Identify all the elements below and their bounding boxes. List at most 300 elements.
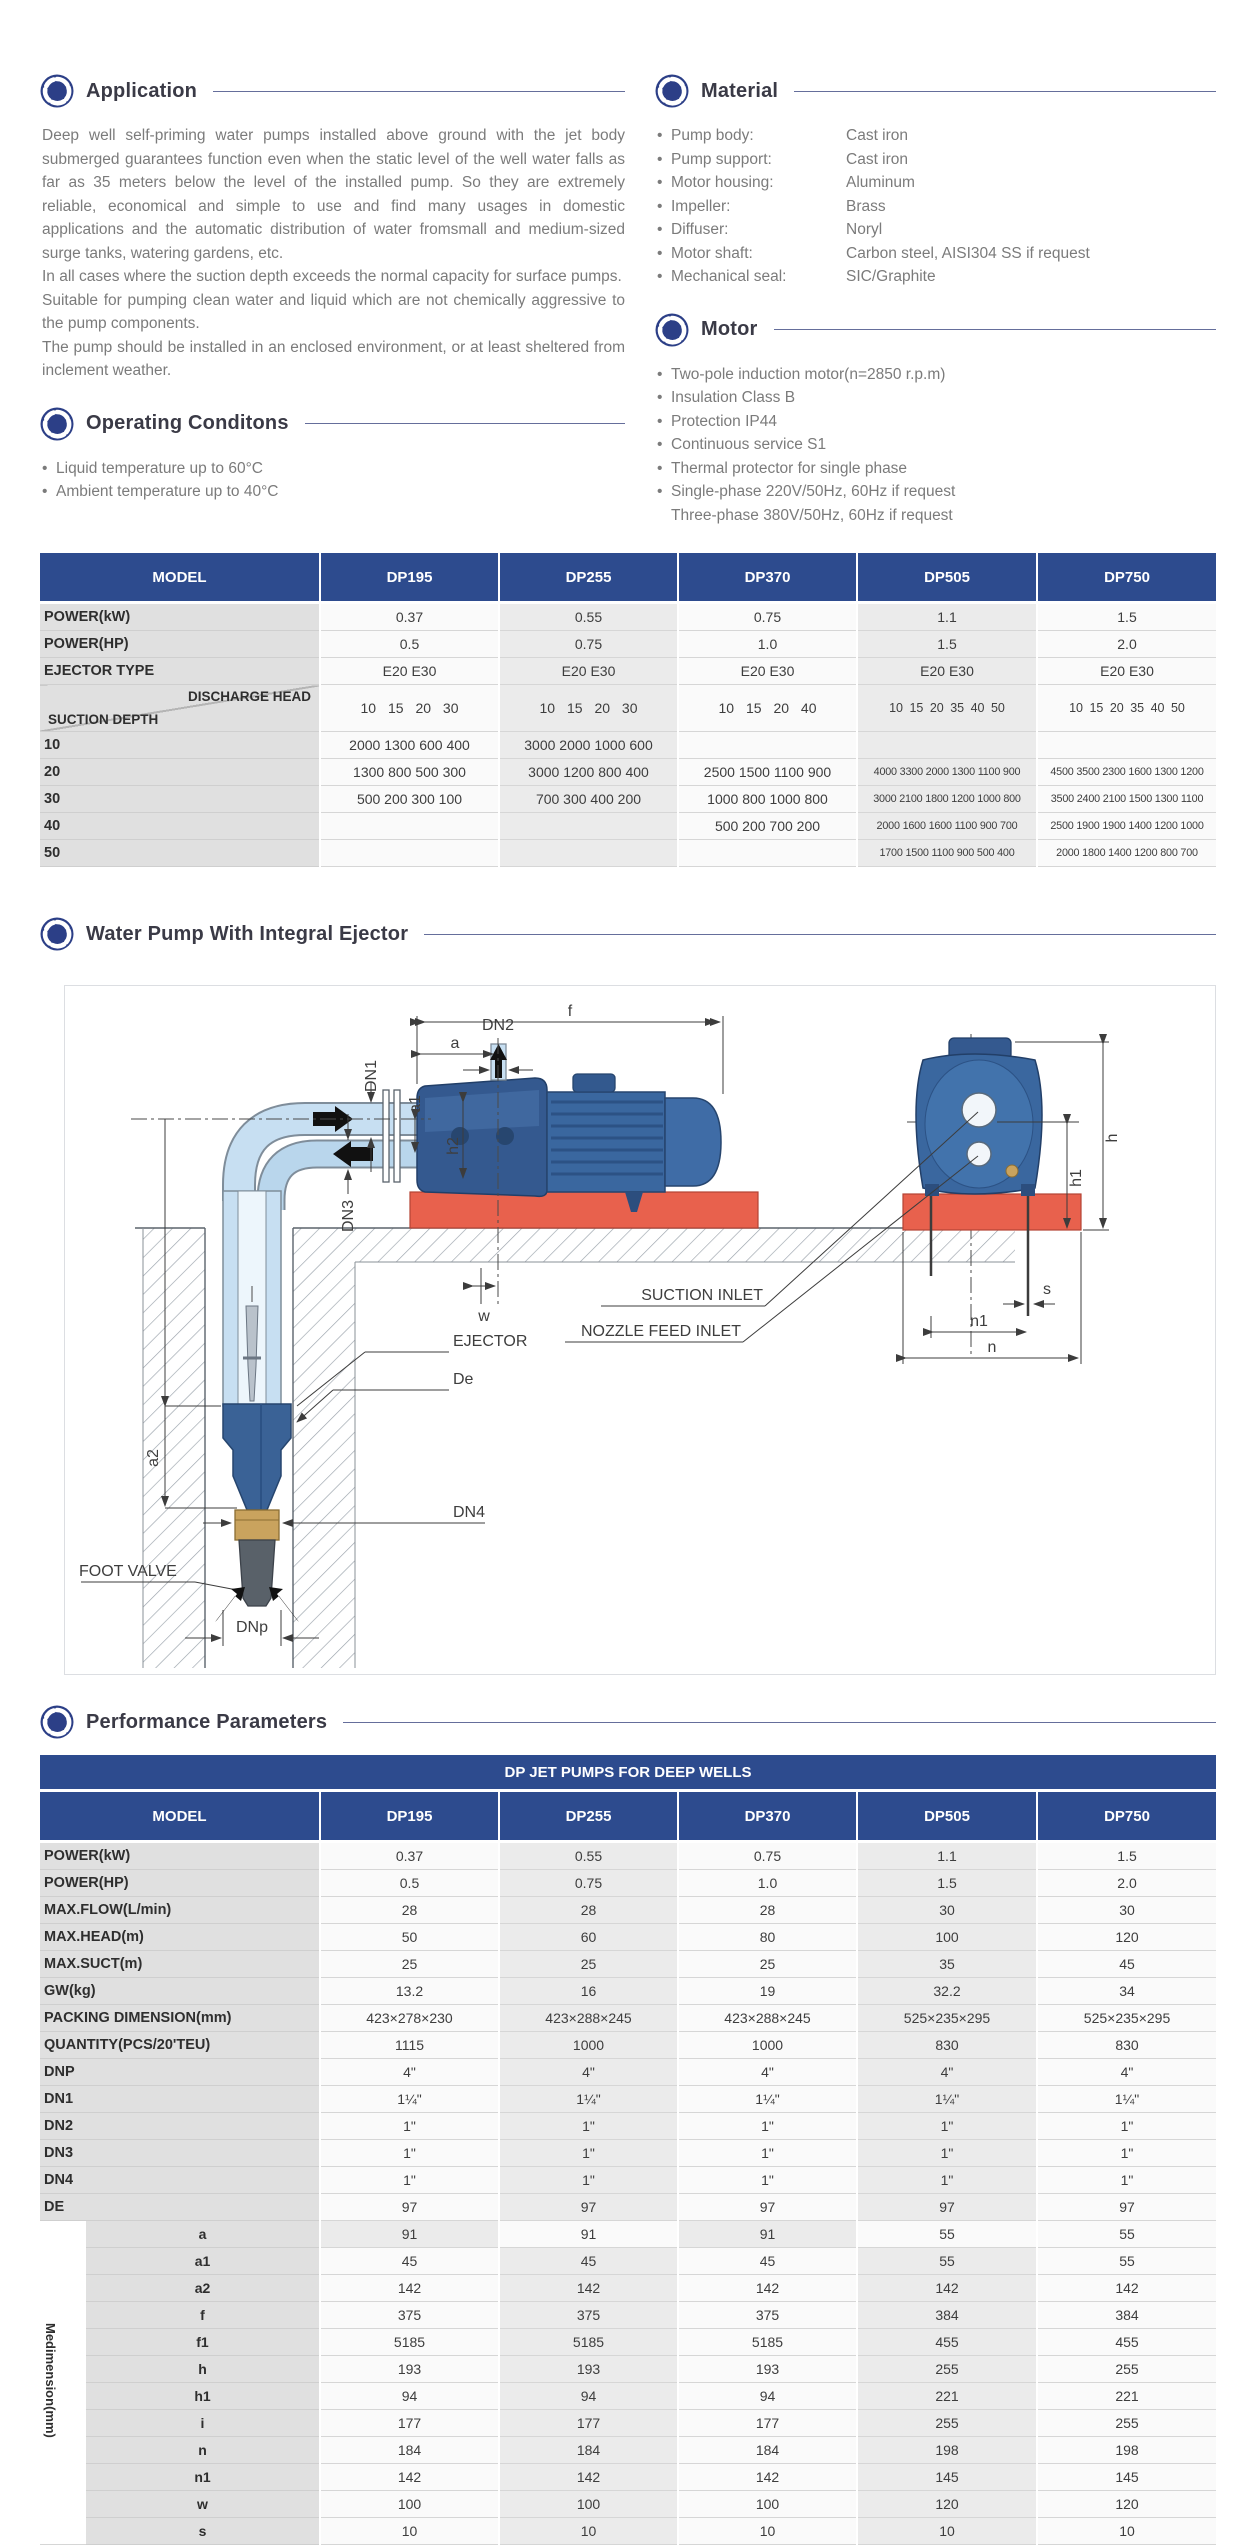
section-title: Performance Parameters <box>86 1710 328 1733</box>
cell: 10 15 20 30 <box>320 685 499 732</box>
row-label: DN3 <box>40 2140 320 2167</box>
row-label: w <box>86 2491 320 2518</box>
cell: 0.37 <box>320 1842 499 1870</box>
cell: 28 <box>678 1897 857 1924</box>
row-label: 20 <box>40 759 320 786</box>
cell: 50 <box>320 1924 499 1951</box>
performance-table <box>40 1755 1216 2545</box>
cell: 142 <box>499 2464 678 2491</box>
impeller-logo-icon <box>40 917 74 951</box>
cell: 1" <box>499 2167 678 2194</box>
well-wall-right <box>293 1228 355 1668</box>
dim-label-dn4: DN4 <box>453 1504 486 1521</box>
section-divider <box>213 91 625 92</box>
motor-end-cap <box>665 1098 721 1186</box>
cell: 1¼" <box>678 2086 857 2113</box>
cell: 1.5 <box>857 631 1037 658</box>
cell: 25 <box>678 1951 857 1978</box>
table-row <box>40 759 1216 786</box>
cell: 198 <box>857 2437 1037 2464</box>
cell: 5185 <box>678 2329 857 2356</box>
cell: 10 <box>499 2518 678 2545</box>
table-row <box>40 786 1216 813</box>
table-row <box>40 2410 1216 2437</box>
cell: 177 <box>499 2410 678 2437</box>
cell: 91 <box>678 2221 857 2248</box>
cell: 10 <box>678 2518 857 2545</box>
cell: 10 15 20 35 40 50 <box>1037 685 1216 732</box>
dim-label-h: h <box>1104 1133 1121 1143</box>
foot-valve <box>239 1540 275 1606</box>
cell: 55 <box>1037 2221 1216 2248</box>
list-item: • Protection IP44 <box>657 412 777 430</box>
row-label: DN4 <box>40 2167 320 2194</box>
section-header-motor <box>655 313 1216 347</box>
cell: 142 <box>320 2275 499 2302</box>
row-label: POWER(kW) <box>40 603 320 631</box>
table-row <box>40 2437 1216 2464</box>
discharge-head-label: DISCHARGE HEAD <box>187 689 311 704</box>
row-label: 10 <box>40 732 320 759</box>
cell: 500 200 300 100 <box>320 786 499 813</box>
cell <box>678 840 857 867</box>
cell: 2.0 <box>1037 631 1216 658</box>
cell: 45 <box>320 2248 499 2275</box>
column-header: MODEL <box>40 1791 320 1842</box>
cell: 32.2 <box>857 1978 1037 2005</box>
cell: 375 <box>678 2302 857 2329</box>
row-label: DN1 <box>40 2086 320 2113</box>
column-header: DP195 <box>320 1791 499 1842</box>
ground-strip <box>355 1228 1015 1262</box>
cell: E20 E30 <box>320 658 499 685</box>
impeller-logo-icon <box>40 407 74 441</box>
drain-plug <box>1006 1165 1018 1177</box>
cell: 255 <box>1037 2356 1216 2383</box>
cell: 1¼" <box>1037 2086 1216 2113</box>
cell: 177 <box>320 2410 499 2437</box>
cell: 1" <box>1037 2140 1216 2167</box>
cell: 142 <box>678 2275 857 2302</box>
list-item: Three-phase 380V/50Hz, 60Hz if request <box>671 506 953 524</box>
material-row: • Mechanical seal: SIC/Graphite <box>657 268 936 285</box>
row-label: EJECTOR TYPE <box>40 658 320 685</box>
cell: 2500 1500 1100 900 <box>678 759 857 786</box>
material-row: • Impeller: Brass <box>657 197 886 215</box>
dim-label-a1: a1 <box>407 1095 424 1113</box>
table-row <box>40 2113 1216 2140</box>
cell: 55 <box>857 2248 1037 2275</box>
list-item: • Insulation Class B <box>657 389 796 406</box>
cell: 1000 800 1000 800 <box>678 786 857 813</box>
cell: 0.37 <box>320 603 499 631</box>
pump-installation-drawing <box>65 986 1213 1672</box>
cell: 100 <box>678 2491 857 2518</box>
list-item: • Ambient temperature up to 40°C <box>42 483 279 500</box>
row-label: POWER(HP) <box>40 1870 320 1897</box>
list-item: • Continuous service S1 <box>657 436 827 453</box>
cell: 0.75 <box>678 603 857 631</box>
cell: 45 <box>678 2248 857 2275</box>
application-paragraph: In all cases where the suction depth exceeds the normal capacity for surface pumps. <box>42 268 622 285</box>
cell: 221 <box>1037 2383 1216 2410</box>
cell <box>320 813 499 840</box>
cell: 25 <box>499 1951 678 1978</box>
section-title: Operating Conditons <box>86 412 289 434</box>
cell <box>678 732 857 759</box>
suction-inlet-label: SUCTION INLET <box>641 1287 763 1304</box>
row-label: s <box>86 2518 320 2545</box>
cell: 10 <box>1037 2518 1216 2545</box>
cell: 60 <box>499 1924 678 1951</box>
cell: 45 <box>499 2248 678 2275</box>
cell: 94 <box>678 2383 857 2410</box>
cell <box>499 813 678 840</box>
column-header: DP370 <box>678 1791 857 1842</box>
cell: 2.0 <box>1037 1870 1216 1897</box>
cell: 3500 2400 2100 1500 1300 1100 <box>1037 786 1216 813</box>
row-label: h1 <box>86 2383 320 2410</box>
column-header: MODEL <box>40 553 320 603</box>
table-row <box>40 732 1216 759</box>
cell: 94 <box>320 2383 499 2410</box>
impeller-logo-icon <box>655 74 689 108</box>
cell: 120 <box>1037 1924 1216 1951</box>
row-label: i <box>86 2410 320 2437</box>
cell: 10 15 20 30 <box>499 685 678 732</box>
cell: 1" <box>678 2140 857 2167</box>
cell: 4000 3300 2000 1300 1100 900 <box>857 759 1037 786</box>
cell: 4" <box>857 2059 1037 2086</box>
cell: 198 <box>1037 2437 1216 2464</box>
cell: 193 <box>499 2356 678 2383</box>
dim-label-a2: a2 <box>145 1449 162 1467</box>
table-row <box>40 2275 1216 2302</box>
cell: 1" <box>678 2113 857 2140</box>
row-label: n <box>86 2437 320 2464</box>
table-row <box>40 2167 1216 2194</box>
cell: 1" <box>1037 2167 1216 2194</box>
cell: 97 <box>678 2194 857 2221</box>
cell <box>320 840 499 867</box>
diagonal-header-cell <box>40 685 320 732</box>
cell: 375 <box>499 2302 678 2329</box>
cell: 0.75 <box>499 1870 678 1897</box>
table-row <box>40 1951 1216 1978</box>
impeller-logo-icon <box>40 1705 74 1739</box>
table-row <box>40 2302 1216 2329</box>
nozzle-feed-inlet-label: NOZZLE FEED INLET <box>580 1323 741 1340</box>
cell: 100 <box>499 2491 678 2518</box>
table-row <box>40 1897 1216 1924</box>
suction-depth-label: SUCTION DEPTH <box>48 712 159 727</box>
row-label: POWER(HP) <box>40 631 320 658</box>
cell: 177 <box>678 2410 857 2437</box>
section-divider <box>424 934 1216 935</box>
cell: 184 <box>499 2437 678 2464</box>
cell: 1" <box>1037 2113 1216 2140</box>
impeller-logo-icon <box>40 74 74 108</box>
material-row: • Pump support: Cast iron <box>657 150 909 168</box>
list-item: • Two-pole induction motor(n=2850 r.p.m) <box>657 365 946 383</box>
cell: 25 <box>320 1951 499 1978</box>
cell: 1" <box>857 2167 1037 2194</box>
cell: 97 <box>320 2194 499 2221</box>
row-label: DE <box>40 2194 320 2221</box>
cell: 1300 800 500 300 <box>320 759 499 786</box>
cell: 500 200 700 200 <box>678 813 857 840</box>
dim-label-n1: n1 <box>970 1313 988 1330</box>
cell: 100 <box>857 1924 1037 1951</box>
cell: 5185 <box>499 2329 678 2356</box>
section-divider <box>774 329 1216 330</box>
cell: 1.1 <box>857 1842 1037 1870</box>
table-row <box>40 2248 1216 2275</box>
motor-housing <box>547 1092 665 1192</box>
discharge-head-row <box>40 685 1216 732</box>
row-label: DNP <box>40 2059 320 2086</box>
cell: 142 <box>857 2275 1037 2302</box>
cell: 423×288×245 <box>499 2005 678 2032</box>
row-label: GW(kg) <box>40 1978 320 2005</box>
cell: 255 <box>857 2356 1037 2383</box>
cell: 1¼" <box>857 2086 1037 2113</box>
cell: 45 <box>1037 1951 1216 1978</box>
cell: 100 <box>320 2491 499 2518</box>
cell: 91 <box>320 2221 499 2248</box>
table-row <box>40 1978 1216 2005</box>
table-header-row <box>40 1791 1216 1842</box>
list-item: • Liquid temperature up to 60°C <box>42 459 263 477</box>
cell: 35 <box>857 1951 1037 1978</box>
cell: 55 <box>857 2221 1037 2248</box>
cell: 4" <box>1037 2059 1216 2086</box>
dim-label-dn3: DN3 <box>340 1199 357 1233</box>
cell: 221 <box>857 2383 1037 2410</box>
cell: 97 <box>857 2194 1037 2221</box>
cell: 1000 <box>499 2032 678 2059</box>
cell: 10 15 20 35 40 50 <box>857 685 1037 732</box>
cell: 1700 1500 1100 900 500 400 <box>857 840 1037 867</box>
cell: 830 <box>857 2032 1037 2059</box>
dim-label-h2: h2 <box>445 1137 462 1155</box>
cell: 97 <box>1037 2194 1216 2221</box>
cell: 384 <box>857 2302 1037 2329</box>
cell: 142 <box>320 2464 499 2491</box>
cell: 4" <box>678 2059 857 2086</box>
terminal-box <box>573 1074 615 1092</box>
row-label: MAX.HEAD(m) <box>40 1924 320 1951</box>
cell: 1.5 <box>1037 1842 1216 1870</box>
row-label: MAX.SUCT(m) <box>40 1951 320 1978</box>
cell: 375 <box>320 2302 499 2329</box>
table-row <box>40 2329 1216 2356</box>
list-item: • Thermal protector for single phase <box>657 459 908 477</box>
section-title: Application <box>86 79 198 102</box>
section-title: Water Pump With Integral Ejector <box>86 922 409 945</box>
cell: 384 <box>1037 2302 1216 2329</box>
cell: 255 <box>1037 2410 1216 2437</box>
table-row <box>40 813 1216 840</box>
section-header-performance <box>40 1705 1216 1739</box>
cell: 4" <box>320 2059 499 2086</box>
table-row <box>40 631 1216 658</box>
cell: 0.55 <box>499 1842 678 1870</box>
application-paragraph: The pump should be installed in an enclosed environment, or at least sheltered from inclement weather. <box>42 338 625 379</box>
cell: 1¼" <box>320 2086 499 2113</box>
cell: 0.5 <box>320 1870 499 1897</box>
column-header: DP195 <box>320 553 499 603</box>
dim-label-dn2: DN2 <box>481 1017 515 1034</box>
cell: 28 <box>320 1897 499 1924</box>
cell: 13.2 <box>320 1978 499 2005</box>
section-header-material <box>655 74 1216 108</box>
brass-coupling <box>235 1510 279 1540</box>
column-header: DP370 <box>678 553 857 603</box>
cell: 3000 1200 800 400 <box>499 759 678 786</box>
pipe-union <box>383 1090 389 1182</box>
dim-label-a: a <box>450 1035 460 1052</box>
table-header-row <box>40 553 1216 603</box>
cell: 10 <box>857 2518 1037 2545</box>
dim-label-de: De <box>453 1371 474 1388</box>
cell: 145 <box>1037 2464 1216 2491</box>
cell: 455 <box>857 2329 1037 2356</box>
cell <box>499 840 678 867</box>
column-header: DP505 <box>857 553 1037 603</box>
cell: 1" <box>857 2140 1037 2167</box>
cell: 55 <box>1037 2248 1216 2275</box>
table-banner: DP JET PUMPS FOR DEEP WELLS <box>40 1755 1216 1791</box>
pump-base-side <box>410 1192 758 1228</box>
cell: 1" <box>499 2140 678 2167</box>
cell: 0.55 <box>499 603 678 631</box>
table-row <box>40 658 1216 685</box>
table-row <box>40 1842 1216 1870</box>
material-row: • Pump body: Cast iron <box>657 127 909 144</box>
cell: E20 E30 <box>499 658 678 685</box>
table-row <box>40 2194 1216 2221</box>
cell: 255 <box>857 2410 1037 2437</box>
cell: 525×235×295 <box>1037 2005 1216 2032</box>
cell: 193 <box>678 2356 857 2383</box>
selection-table <box>40 553 1216 867</box>
table-row <box>40 2356 1216 2383</box>
cell: 423×288×245 <box>678 2005 857 2032</box>
cell: 142 <box>1037 2275 1216 2302</box>
table-row <box>40 2086 1216 2113</box>
table-row <box>40 2464 1216 2491</box>
cell: 80 <box>678 1924 857 1951</box>
cell: 184 <box>320 2437 499 2464</box>
cell: 4500 3500 2300 1600 1300 1200 <box>1037 759 1216 786</box>
section-divider <box>343 1722 1216 1723</box>
cell: 10 <box>320 2518 499 2545</box>
cell: 1" <box>499 2113 678 2140</box>
foot-valve-label: FOOT VALVE <box>79 1563 177 1580</box>
dim-label-s: s <box>1043 1281 1051 1298</box>
cell: 3000 2000 1000 600 <box>499 732 678 759</box>
dim-label-dnp: DNp <box>235 1619 269 1636</box>
row-label: a <box>86 2221 320 2248</box>
cell: 10 15 20 40 <box>678 685 857 732</box>
dimension-group-label: Medimension(mm) <box>40 2221 86 2545</box>
cell: 1000 <box>678 2032 857 2059</box>
cell: E20 E30 <box>857 658 1037 685</box>
column-header: DP255 <box>499 553 678 603</box>
banner-row <box>40 1755 1216 1791</box>
cell: 1.0 <box>678 1870 857 1897</box>
row-label: h <box>86 2356 320 2383</box>
cell: 830 <box>1037 2032 1216 2059</box>
cell <box>1037 732 1216 759</box>
cell: 455 <box>1037 2329 1216 2356</box>
section-title: Motor <box>701 318 758 340</box>
cell: 525×235×295 <box>857 2005 1037 2032</box>
ejector-body <box>223 1404 291 1510</box>
impeller-logo-icon <box>655 313 689 347</box>
row-label: POWER(kW) <box>40 1842 320 1870</box>
row-label: f <box>86 2302 320 2329</box>
section-header-application <box>40 74 625 108</box>
cell: 193 <box>320 2356 499 2383</box>
application-paragraph: Deep well self-priming water pumps installed above ground with the jet body submerged guarantees function even when the static level of the well water falls as far as 35 meters below the level of the installed pump. So they are extremely reliable, economical and simple to use and find many usages in domestic applications and the automatic distribution of water fromsmall and medium-sized surge tanks, watering gardens, etc. <box>42 127 625 262</box>
material-row: • Motor shaft: Carbon steel, AISI304 SS if request <box>657 244 1090 262</box>
cell: 142 <box>678 2464 857 2491</box>
table-row <box>40 2140 1216 2167</box>
technical-diagram <box>64 985 1216 1675</box>
cell: 0.75 <box>499 631 678 658</box>
cell: 19 <box>678 1978 857 2005</box>
row-label: PACKING DIMENSION(mm) <box>40 2005 320 2032</box>
row-label: a1 <box>86 2248 320 2275</box>
cell: 28 <box>499 1897 678 1924</box>
column-header: DP255 <box>499 1791 678 1842</box>
dim-label-f: f <box>567 1003 573 1020</box>
cell: 30 <box>1037 1897 1216 1924</box>
table-row <box>40 2032 1216 2059</box>
row-label: 30 <box>40 786 320 813</box>
cell: 97 <box>499 2194 678 2221</box>
cell: 2000 1600 1600 1100 900 700 <box>857 813 1037 840</box>
list-item: • Single-phase 220V/50Hz, 60Hz if request <box>657 483 956 500</box>
section-divider <box>794 91 1216 92</box>
cell: 3000 2100 1800 1200 1000 800 <box>857 786 1037 813</box>
row-label: MAX.FLOW(L/min) <box>40 1897 320 1924</box>
table-row <box>40 2518 1216 2545</box>
column-header: DP750 <box>1037 553 1216 603</box>
cell: 1.5 <box>857 1870 1037 1897</box>
cell: 1.1 <box>857 603 1037 631</box>
cell: 1¼" <box>499 2086 678 2113</box>
cell: 1.0 <box>678 631 857 658</box>
cell: 1" <box>678 2167 857 2194</box>
material-row: • Diffuser: Noryl <box>657 221 883 238</box>
cell: 94 <box>499 2383 678 2410</box>
section-divider <box>305 423 625 424</box>
cell: 120 <box>857 2491 1037 2518</box>
cell: 1" <box>320 2140 499 2167</box>
cell: 0.75 <box>678 1842 857 1870</box>
ejector-label: EJECTOR <box>453 1333 528 1350</box>
table-row <box>40 2491 1216 2518</box>
dim-label-n: n <box>987 1339 997 1356</box>
table-row <box>40 840 1216 867</box>
cell: E20 E30 <box>678 658 857 685</box>
row-label: DN2 <box>40 2113 320 2140</box>
cell: 34 <box>1037 1978 1216 2005</box>
section-header-operating <box>40 407 625 441</box>
